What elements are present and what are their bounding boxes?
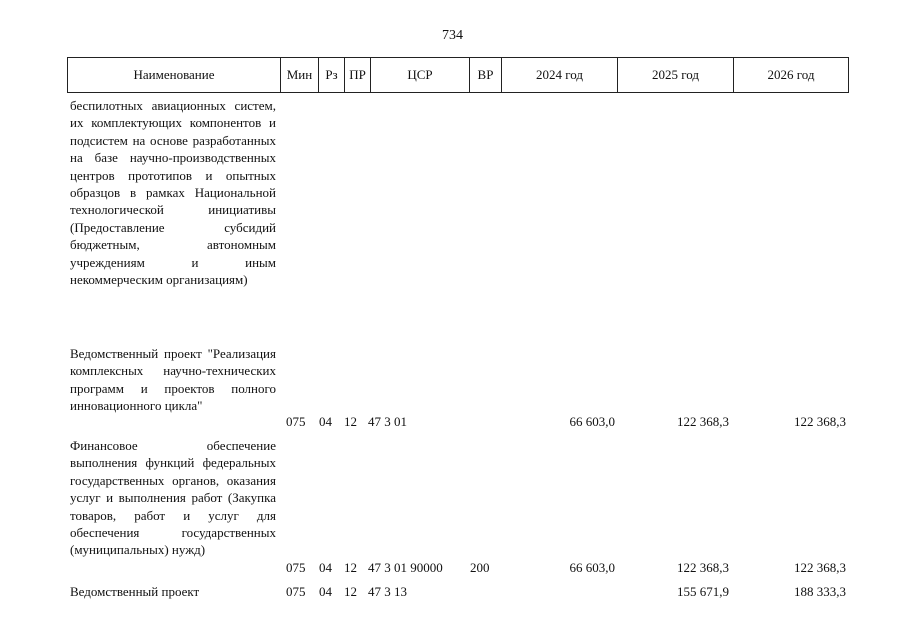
cell-2026: 188 333,3 [794, 584, 846, 599]
cell-csr: 47 3 01 [368, 414, 407, 429]
row-name: Ведомственный проект [70, 584, 200, 599]
cell-csr: 47 3 01 90000 [368, 560, 443, 575]
cell-pr: 12 [344, 414, 357, 429]
column-header-rz: Рз [318, 58, 344, 92]
column-header-2026: 2026 год [733, 58, 848, 92]
cell-2026: 122 368,3 [794, 560, 846, 575]
page-number: 734 [442, 28, 463, 43]
table-header [67, 57, 849, 93]
cell-vr: 200 [470, 560, 490, 575]
column-header-pr: ПР [344, 58, 370, 92]
cell-2025: 155 671,9 [677, 584, 729, 599]
column-header-min: Мин [280, 58, 318, 92]
row-name: Финансовое обеспечение выполнения функций федеральных государственных органов, оказания услуг и выполнения работ (Закупка товаров, работ и услуг для обеспечения государственных (муниципальных) нужд) [70, 438, 276, 558]
column-header-name: Наименование [133, 67, 215, 82]
cell-2024: 66 603,0 [569, 560, 615, 575]
cell-min: 075 [286, 584, 306, 599]
cell-pr: 12 [344, 560, 357, 575]
cell-2026: 122 368,3 [794, 414, 846, 429]
cell-rz: 04 [319, 584, 332, 599]
cell-pr: 12 [344, 584, 357, 599]
column-header-vr: ВР [469, 58, 501, 92]
cell-2024: 66 603,0 [569, 414, 615, 429]
cell-rz: 04 [319, 414, 332, 429]
cell-min: 075 [286, 414, 306, 429]
column-header-2025: 2025 год [617, 58, 733, 92]
cell-csr: 47 3 13 [368, 584, 407, 599]
column-header-csr: ЦСР [370, 58, 469, 92]
cell-2025: 122 368,3 [677, 560, 729, 575]
cell-rz: 04 [319, 560, 332, 575]
column-header-2024: 2024 год [501, 58, 617, 92]
cell-min: 075 [286, 560, 306, 575]
row-name: беспилотных авиационных систем, их комплектующих компонентов и подсистем на основе разработанных на базе научно-производственных центров прототипов и опытных образцов в рамках Национальной технологической инициативы (Предоставление субсидий бюджетным, автономным учреждениям и иным некоммерческим организациям) [70, 98, 276, 288]
cell-2025: 122 368,3 [677, 414, 729, 429]
row-name: Ведомственный проект "Реализация комплексных научно-технических программ и проектов полного инновационного цикла" [70, 346, 276, 414]
